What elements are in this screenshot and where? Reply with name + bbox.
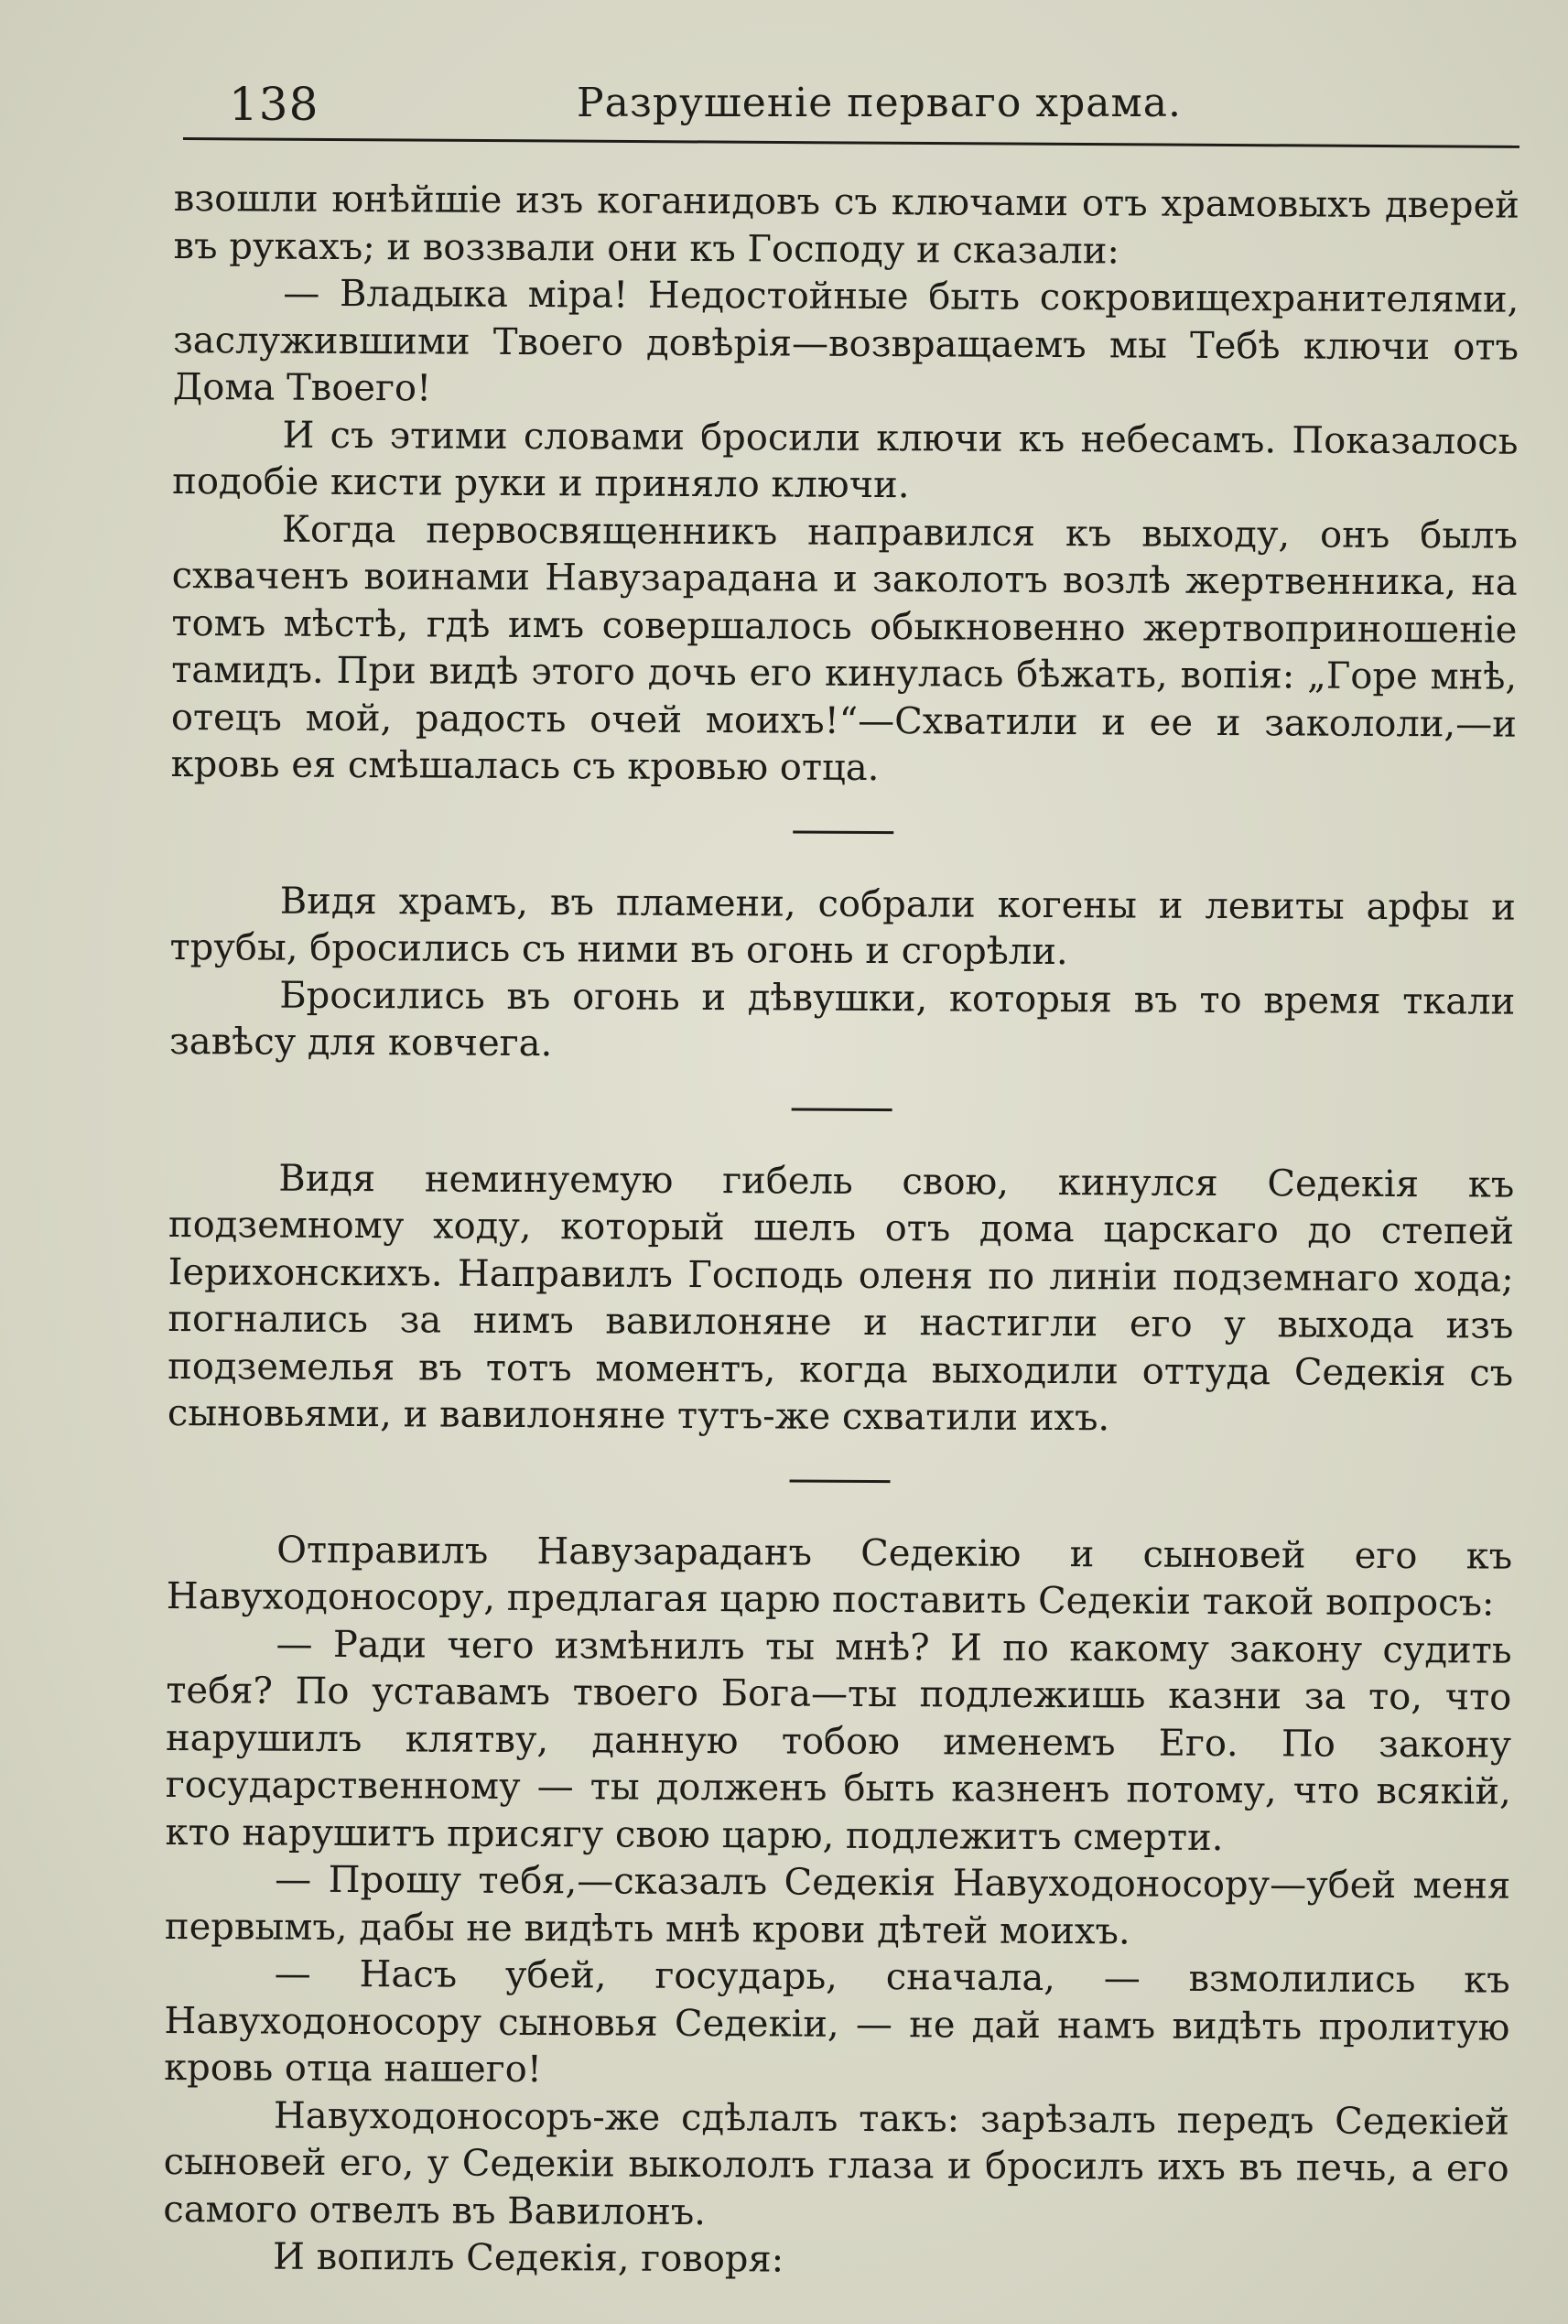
- paragraph: И вопилъ Седекія, говоря:: [272, 2235, 784, 2281]
- paragraph: И съ этими словами бросили ключи къ небесамъ. Показалось подобіе кисти руки и приняло ключи.: [172, 414, 1519, 507]
- paragraph: Видя храмъ, въ пламени, собрали когены и левиты арфы и трубы, бросились съ ними въ огонь и сгорѣли.: [169, 880, 1516, 974]
- running-title: Разрушеніе перваго храма.: [577, 80, 1182, 126]
- section-separator: [793, 830, 893, 834]
- paragraph: Видя неминуемую гибель свою, кинулся Седекія къ подземному ходу, который шелъ отъ дома царскаго до степей Іерихонскихъ. Направилъ Господь оленя по линіи подземнаго хода; погнались за нимъ вавилоняне и настигли его у выхода изъ подземелья въ тотъ моментъ, когда выходили оттуда Седекія съ сыновьями, и вавилоняне тутъ-же схватили ихъ.: [167, 1157, 1515, 1440]
- paragraph: — Ради чего измѣнилъ ты мнѣ? И по какому закону судить тебя? По уставамъ твоего Бога—ты подлежишь казни за то, что нарушилъ клятву, данную тобою именемъ Его. По закону государственному — ты долженъ быть казненъ потому, что всякій, кто нарушитъ присягу свою царю, подлежитъ смерти.: [165, 1623, 1512, 1859]
- section-separator: [790, 1479, 891, 1483]
- paragraph: — Прошу тебя,—сказалъ Седекія Навуходоносору—убей меня первымъ, дабы не видѣть мнѣ крови дѣтей моихъ.: [164, 1858, 1511, 1952]
- paragraph: — Насъ убей, государь, сначала, — взмолились къ Навуходоносору сыновья Седекіи, — не дай намъ видѣть пролитую кровь отца нашего!: [164, 1952, 1510, 2092]
- paragraph: Навуходоносоръ-же сдѣлалъ такъ: зарѣзалъ передъ Седекіей сыновей его, у Седекіи выкололъ глаза и бросилъ ихъ въ печь, а его самого отвелъ въ Вавилонъ.: [163, 2094, 1510, 2233]
- paragraph: — Владыка міра! Недостойные быть сокровищехранителями, заслужившими Твоего довѣрія—возвращаемъ мы Тебѣ ключи отъ Дома Твоего!: [172, 272, 1519, 410]
- paragraph: Отправилъ Навузараданъ Седекію и сыновей его къ Навуходоносору, предлагая царю поставить Седекіи такой вопросъ:: [166, 1529, 1513, 1625]
- paragraph: взошли юнѣйшіе изъ коганидовъ съ ключами отъ храмовыхъ дверей въ рукахъ; и воззвали они къ Господу и сказали:: [173, 177, 1519, 272]
- paragraph: Когда первосвященникъ направился къ выходу, онъ былъ схваченъ воинами Навузарадана и заколотъ возлѣ жертвенника, на томъ мѣстѣ, гдѣ имъ совершалось обыкновенно жертвоприношеніе тамидъ. При видѣ этого дочь его кинулась бѣжать, вопія: „Горе мнѣ, отецъ мой, радость очей моихъ!“—Схватили и ее и закололи,—и кровь ея смѣшалась съ кровью отца.: [170, 508, 1519, 790]
- page-number: 138: [229, 78, 319, 131]
- section-separator: [792, 1108, 892, 1111]
- paragraph: Бросились въ огонь и дѣвушки, которыя въ то время ткали завѣсу для ковчега.: [168, 974, 1516, 1065]
- body-text: [163, 176, 1519, 2287]
